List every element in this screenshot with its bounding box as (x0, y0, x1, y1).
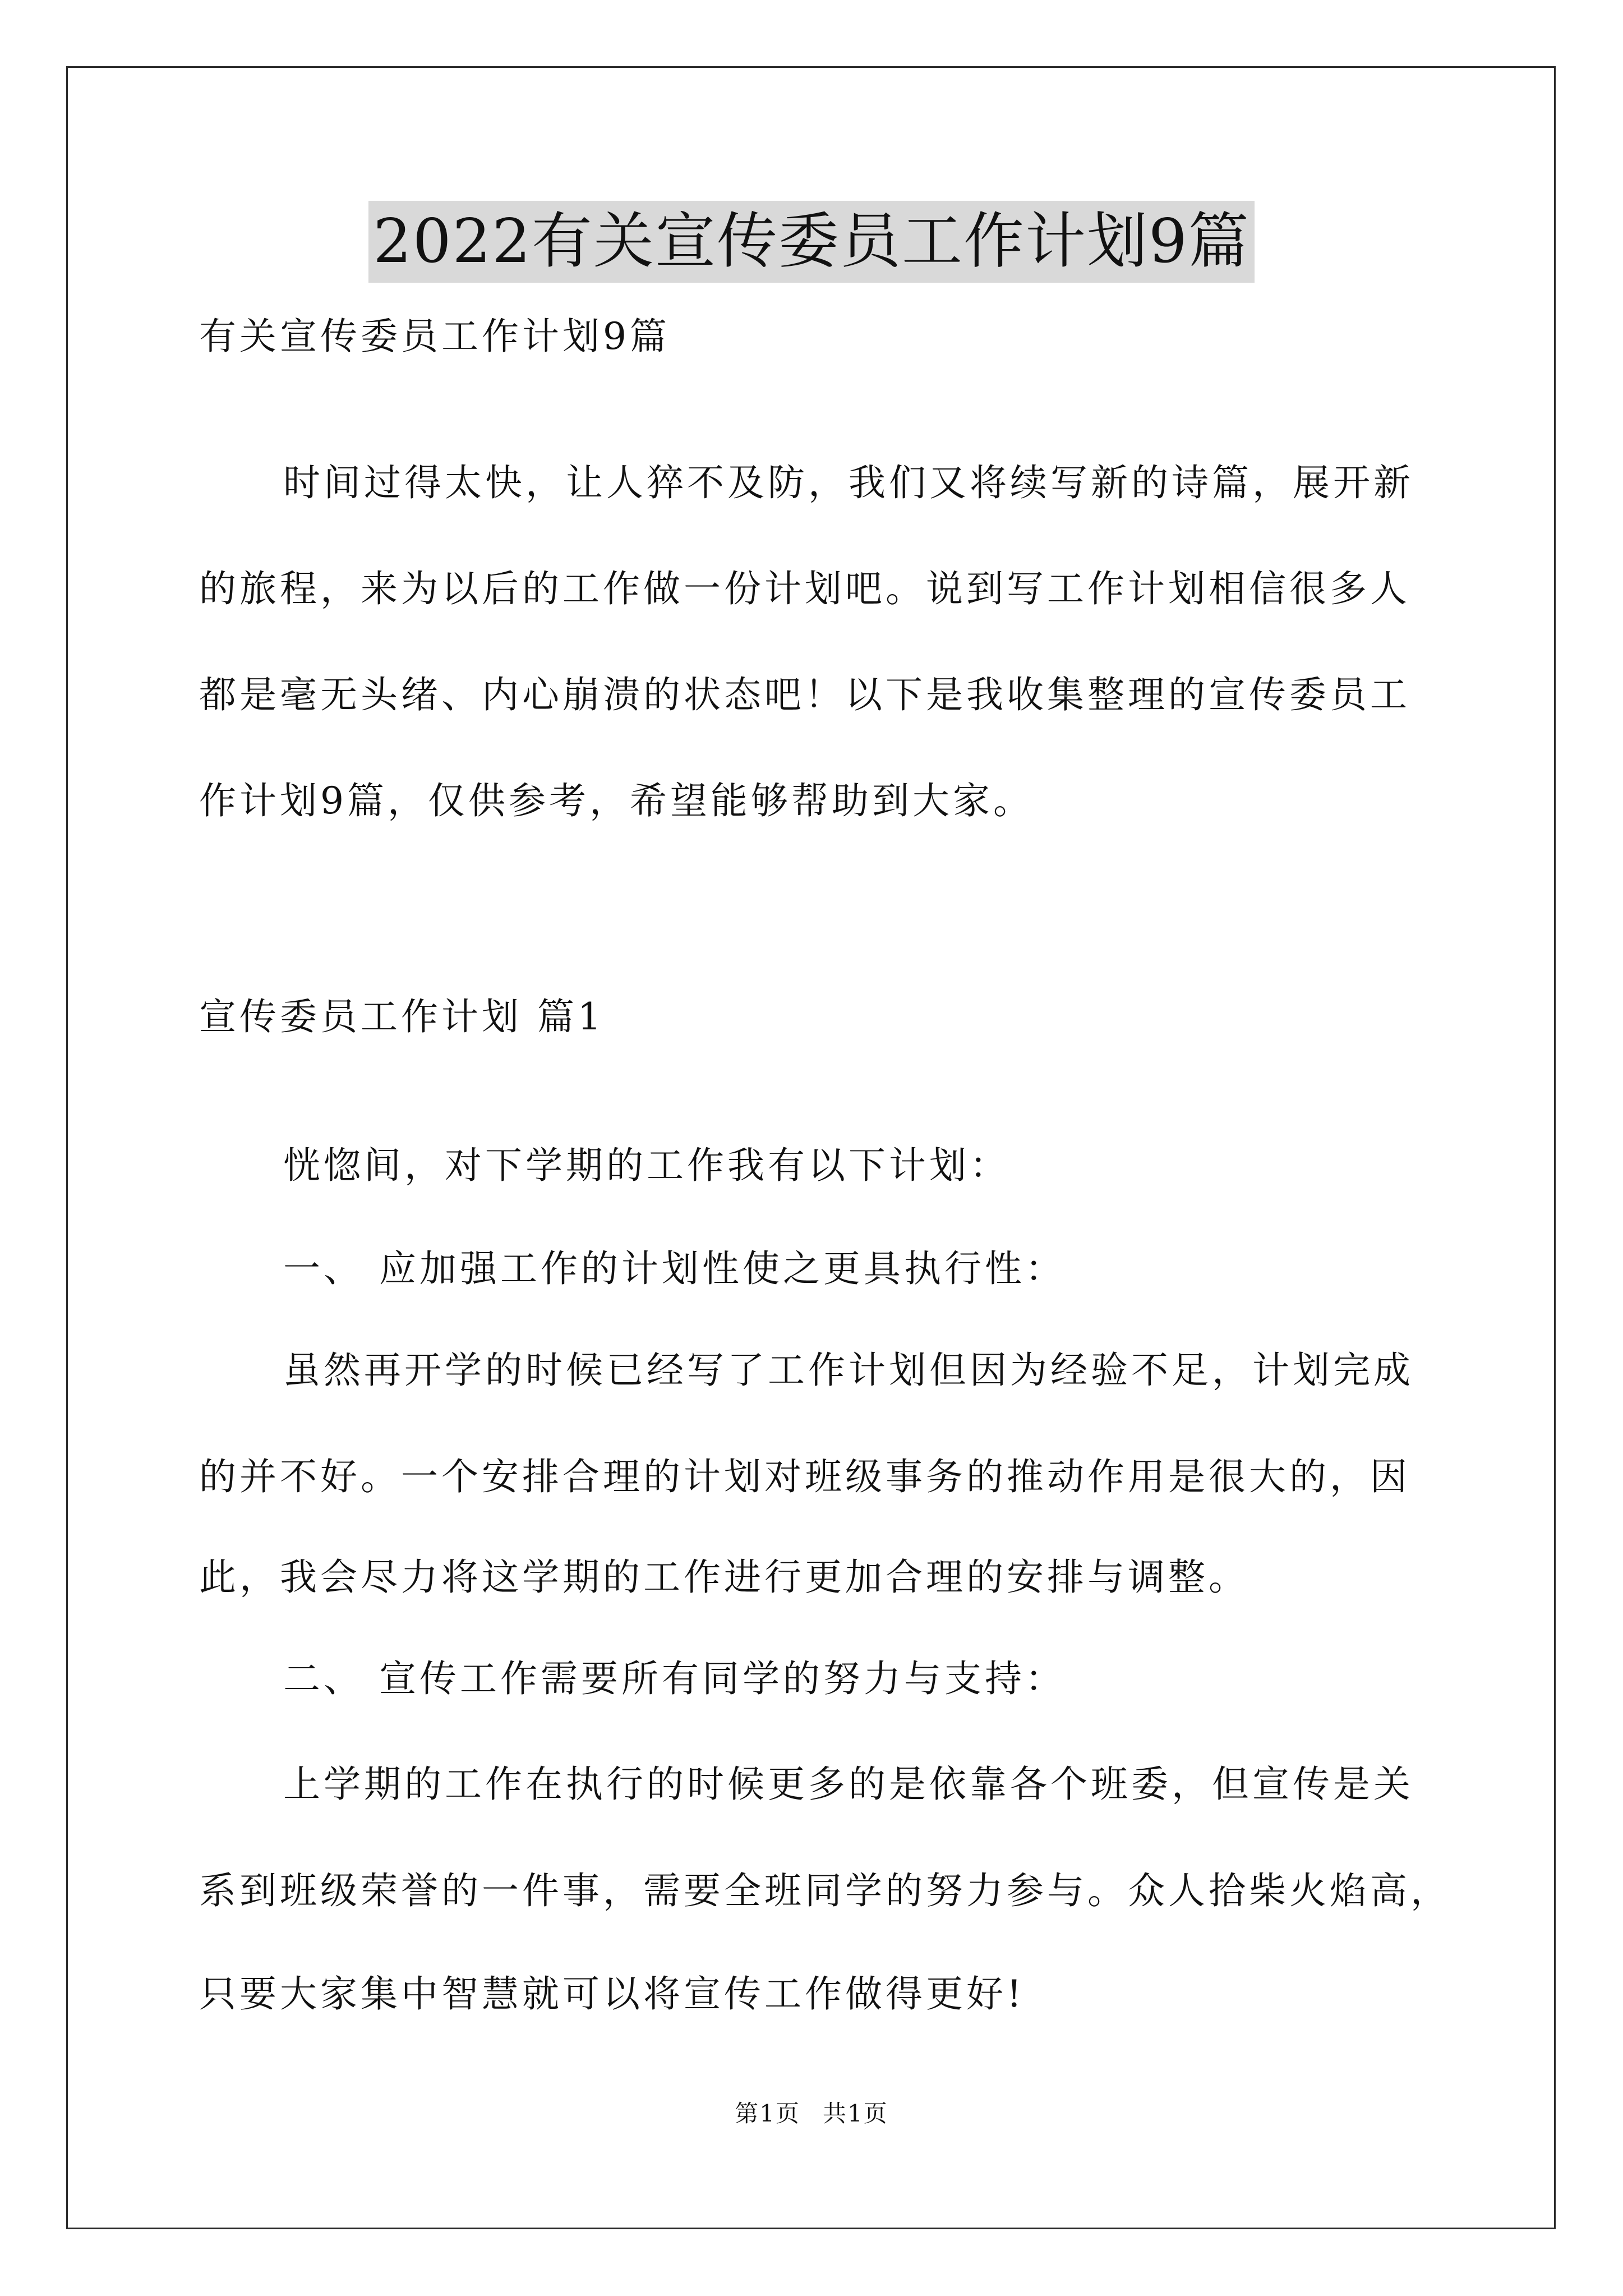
page-footer (0, 2095, 1623, 2129)
body-line: 作计划9篇，仅供参考，希望能够帮助到大家。 (199, 779, 1034, 822)
title-container (0, 201, 1623, 283)
document-title: 2022有关宣传委员工作计划9篇 (368, 201, 1255, 283)
body-line: 时间过得太快，让人猝不及防，我们又将续写新的诗篇，展开新 (283, 461, 1414, 504)
body-line: 上学期的工作在执行的时候更多的是依靠各个班委，但宣传是关 (283, 1763, 1414, 1806)
body-line: 都是毫无头绪、内心崩溃的状态吧！以下是我收集整理的宣传委员工 (199, 673, 1410, 716)
body-line: 恍惚间，对下学期的工作我有以下计划： (283, 1144, 1010, 1187)
body-line: 的旅程，来为以后的工作做一份计划吧。说到写工作计划相信很多人 (199, 567, 1410, 610)
subtitle-line: 有关宣传委员工作计划9篇 (199, 315, 670, 358)
page-current: 第1页 (735, 2100, 800, 2127)
page-total: 共1页 (823, 2100, 888, 2127)
body-line: 的并不好。一个安排合理的计划对班级事务的推动作用是很大的，因 (199, 1455, 1410, 1498)
section-heading: 宣传委员工作计划 篇1 (199, 995, 605, 1038)
body-line: 系到班级荣誉的一件事，需要全班同学的努力参与。众人拾柴火焰高， (199, 1869, 1451, 1912)
body-line: 虽然再开学的时候已经写了工作计划但因为经验不足，计划完成 (283, 1349, 1414, 1392)
body-line: 此，我会尽力将这学期的工作进行更加合理的安排与调整。 (199, 1556, 1249, 1599)
list-heading: 一、 应加强工作的计划性使之更具执行性： (283, 1247, 1066, 1290)
list-heading: 二、 宣传工作需要所有同学的努力与支持： (283, 1657, 1066, 1700)
body-line: 只要大家集中智慧就可以将宣传工作做得更好! (199, 1972, 1025, 2016)
